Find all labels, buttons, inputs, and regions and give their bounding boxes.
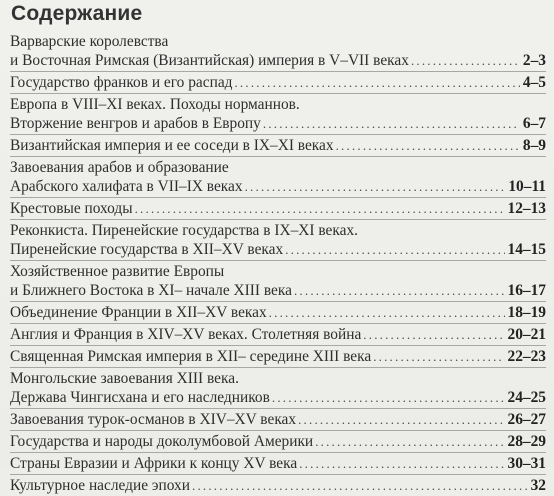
toc-entry-pages: 18–19: [507, 304, 546, 321]
dot-leader: [272, 388, 505, 407]
toc-entry[interactable]: [10, 220, 546, 261]
dot-leader: [298, 410, 504, 429]
toc-entry-title: Англия и Франция в XIV–XV веках. Столетняя война: [10, 326, 362, 343]
toc-entry-pages: 28–29: [507, 433, 546, 450]
toc-entry-title: Византийская империя и ее соседи в IX–XI веках: [10, 137, 334, 154]
dot-leader: [336, 136, 520, 155]
dot-leader: [315, 432, 504, 451]
toc-entry-line: [10, 347, 546, 366]
toc-entry-pages: 26–27: [507, 411, 546, 428]
toc-entry-line: [10, 476, 546, 495]
toc-entry-title: Реконкиста. Пиренейские государства в IX–XI веках.: [10, 222, 358, 239]
toc-entry[interactable]: [10, 72, 546, 94]
toc-entry-title: Вторжение венгров и арабов в Европу: [10, 115, 261, 132]
toc-entry-title: Хозяйственное развитие Европы: [10, 263, 225, 280]
toc-entry-pages: 30–31: [507, 455, 546, 472]
toc-entry-pages: 24–25: [507, 389, 546, 406]
toc-entry-pages: 14–15: [507, 241, 546, 258]
toc-entry[interactable]: [10, 94, 546, 135]
toc-entry-pages: 20–21: [507, 326, 546, 343]
toc-entry-line: [10, 262, 546, 281]
toc-entry-line: [10, 114, 546, 133]
toc-entry-title: и Восточная Римская (Византийская) империя в V–VII веках: [10, 52, 409, 69]
toc-entry-title: Монгольские завоевания XIII века.: [10, 370, 239, 387]
toc-entry-title: Арабского халифата в VII–IX веках: [10, 178, 243, 195]
dot-leader: [294, 281, 505, 300]
toc-entry-title: Объединение Франции в XII–XV веках: [10, 304, 267, 321]
toc-entry-line: [10, 95, 546, 114]
toc-entry-title: Европа в VIII–XI веках. Походы норманнов.: [10, 96, 300, 113]
dot-leader: [411, 51, 520, 70]
toc-entry-title: Священная Римская империя в XII– середине XIII века: [10, 348, 372, 365]
toc-entry-line: [10, 73, 546, 92]
toc-entry-title: Государства и народы доколумбовой Америки: [10, 433, 314, 450]
toc-entry-pages: 12–13: [507, 200, 546, 217]
toc-entry-pages: 4–5: [522, 74, 546, 91]
toc-entry-line: [10, 177, 546, 196]
toc-entry[interactable]: [10, 157, 546, 198]
toc-entry-pages: 32: [530, 477, 546, 494]
toc-entry-line: [10, 410, 546, 429]
toc-entry-pages: 16–17: [507, 282, 546, 299]
toc-entry-title: Культурное наследие эпохи: [10, 477, 190, 494]
toc-entry-line: [10, 369, 546, 388]
toc-entry-pages: 10–11: [508, 178, 546, 195]
dot-leader: [245, 177, 506, 196]
toc-entry-title: и Ближнего Востока в XI– начале XIII века: [10, 282, 292, 299]
toc-entry-line: [10, 454, 546, 473]
toc-entry-title: Варварские королевства: [10, 33, 169, 50]
toc-entry-line: [10, 51, 546, 70]
toc-entry-title: Завоевания арабов и образование: [10, 159, 229, 176]
toc-entry[interactable]: [10, 324, 546, 346]
dot-leader: [234, 73, 519, 92]
toc-entry[interactable]: [10, 431, 546, 453]
dot-leader: [192, 476, 528, 495]
toc-entry-pages: 8–9: [522, 137, 546, 154]
toc-entry[interactable]: [10, 453, 546, 475]
toc-entry-line: [10, 199, 546, 218]
dot-leader: [269, 303, 505, 322]
toc-entry-title: Завоевания турок-османов в XIV–XV веках: [10, 411, 297, 428]
toc-entry-pages: 22–23: [507, 348, 546, 365]
toc-entry-line: [10, 32, 546, 51]
dot-leader: [263, 114, 520, 133]
toc-entry-line: [10, 136, 546, 155]
toc-entry-pages: 2–3: [522, 52, 546, 69]
toc-entry[interactable]: [10, 368, 546, 409]
toc-entry-title: Пиренейские государства в XII–XV веках: [10, 241, 284, 258]
dot-leader: [363, 325, 504, 344]
toc-entry-pages: 6–7: [522, 115, 546, 132]
toc-entry-title: Страны Евразии и Африки к концу XV века: [10, 455, 298, 472]
toc-entry-line: [10, 303, 546, 322]
page-title: Содержание: [11, 2, 143, 25]
toc-entry[interactable]: [10, 302, 546, 324]
toc-entry-line: [10, 325, 546, 344]
dot-leader: [299, 454, 504, 473]
dot-leader: [285, 240, 504, 259]
toc-entry-line: [10, 281, 546, 300]
toc-entry-title: Держава Чингисхана и его наследников: [10, 389, 270, 406]
toc-entry[interactable]: [10, 198, 546, 220]
toc-entry-title: Государство франков и его распад: [10, 74, 233, 91]
toc-entry[interactable]: [10, 409, 546, 431]
toc-entry-line: [10, 388, 546, 407]
table-of-contents: [10, 31, 546, 496]
toc-entry-line: [10, 221, 546, 240]
toc-entry[interactable]: [10, 31, 546, 72]
toc-entry-line: [10, 240, 546, 259]
dot-leader: [373, 347, 504, 366]
toc-entry[interactable]: [10, 346, 546, 368]
dot-leader: [135, 199, 505, 218]
toc-entry[interactable]: [10, 261, 546, 302]
toc-entry-title: Крестовые походы: [10, 200, 133, 217]
toc-entry[interactable]: [10, 475, 546, 496]
toc-entry[interactable]: [10, 135, 546, 157]
toc-entry-line: [10, 158, 546, 177]
toc-entry-line: [10, 432, 546, 451]
